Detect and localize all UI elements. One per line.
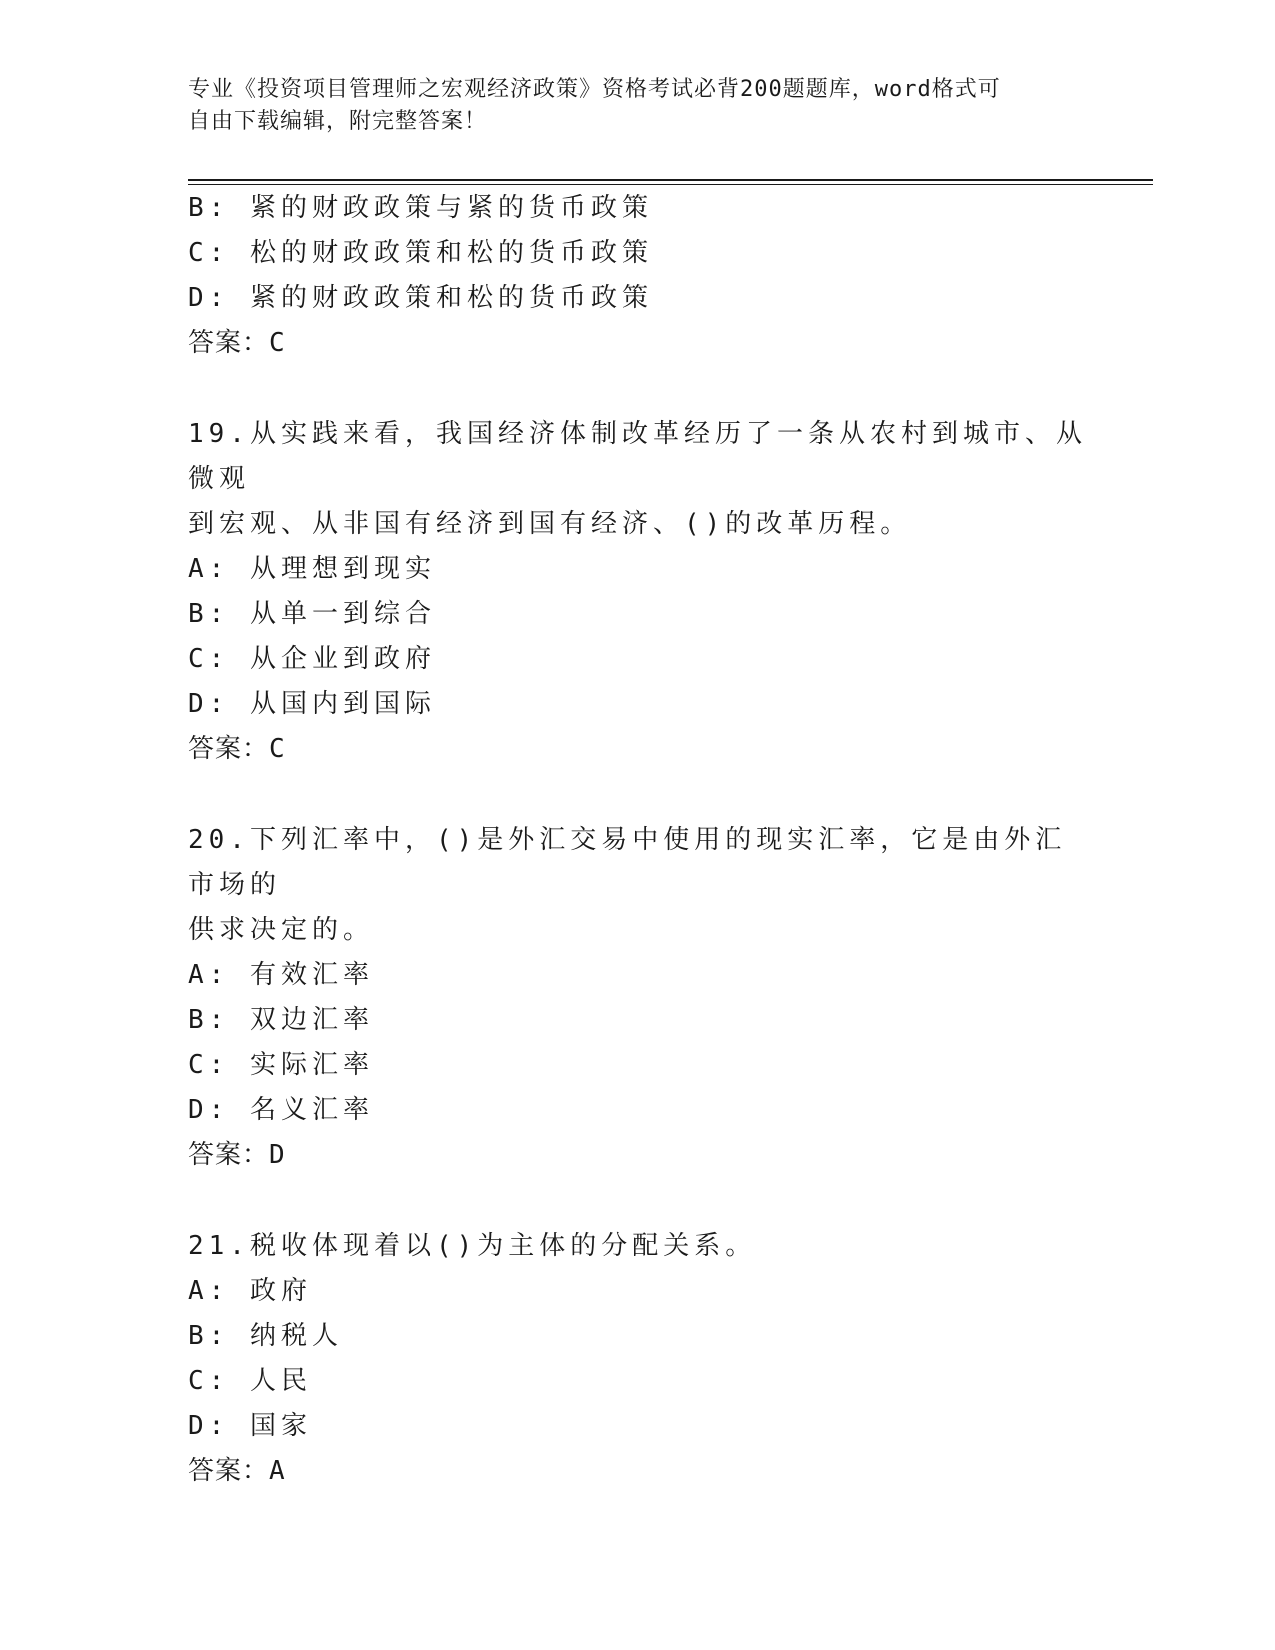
answer-value: C: [269, 734, 286, 764]
answer-label: 答案：: [188, 328, 270, 358]
option-d: D: 从国内到国际: [188, 689, 436, 719]
question-list: [188, 186, 1088, 1494]
header-rule-thick: [188, 179, 1153, 181]
question-stem-line: 20.下列汇率中，()是外汇交易中使用的现实汇率，它是由外汇市场的: [188, 825, 1067, 900]
option-d: D: 紧的财政政策和松的货币政策: [188, 283, 653, 313]
option-b: B: 纳税人: [188, 1321, 343, 1351]
option-a: A: 从理想到现实: [188, 554, 436, 584]
answer-line: [188, 1133, 1088, 1178]
header-rule-thin: [188, 184, 1153, 185]
question-stem-line: 供求决定的。: [188, 915, 375, 945]
question-stem-line: 到宏观、从非国有经济到国有经济、()的改革历程。: [188, 509, 912, 539]
question-19: [188, 412, 1088, 772]
option-a: A: 政府: [188, 1276, 312, 1306]
page-header: [188, 74, 1068, 138]
option-c: C: 松的财政政策和松的货币政策: [188, 238, 653, 268]
answer-value: A: [269, 1456, 286, 1486]
option-c: C: 人民: [188, 1366, 312, 1396]
option-c: C: 实际汇率: [188, 1050, 374, 1080]
question-stem-line: 21.税收体现着以()为主体的分配关系。: [188, 1231, 757, 1261]
header-line-1: 专业《投资项目管理师之宏观经济政策》资格考试必背200题题库，word格式可: [188, 77, 1001, 102]
option-b: B: 紧的财政政策与紧的货币政策: [188, 193, 653, 223]
answer-value: D: [269, 1140, 286, 1170]
answer-label: 答案：: [188, 1456, 270, 1486]
option-c: C: 从企业到政府: [188, 644, 436, 674]
answer-value: C: [269, 328, 286, 358]
question-stem-line: 19.从实践来看，我国经济体制改革经历了一条从农村到城市、从微观: [188, 419, 1087, 494]
option-d: D: 国家: [188, 1411, 312, 1441]
header-line-2: 自由下载编辑，附完整答案！: [188, 109, 488, 134]
answer-line: [188, 727, 1088, 772]
question-21: [188, 1224, 1088, 1494]
answer-label: 答案：: [188, 1140, 270, 1170]
option-a: A: 有效汇率: [188, 960, 374, 990]
question-20: [188, 818, 1088, 1178]
option-b: B: 从单一到综合: [188, 599, 436, 629]
answer-line: [188, 1449, 1088, 1494]
answer-label: 答案：: [188, 734, 270, 764]
option-b: B: 双边汇率: [188, 1005, 374, 1035]
answer-line: [188, 321, 1088, 366]
option-d: D: 名义汇率: [188, 1095, 374, 1125]
question-continued: [188, 186, 1088, 366]
